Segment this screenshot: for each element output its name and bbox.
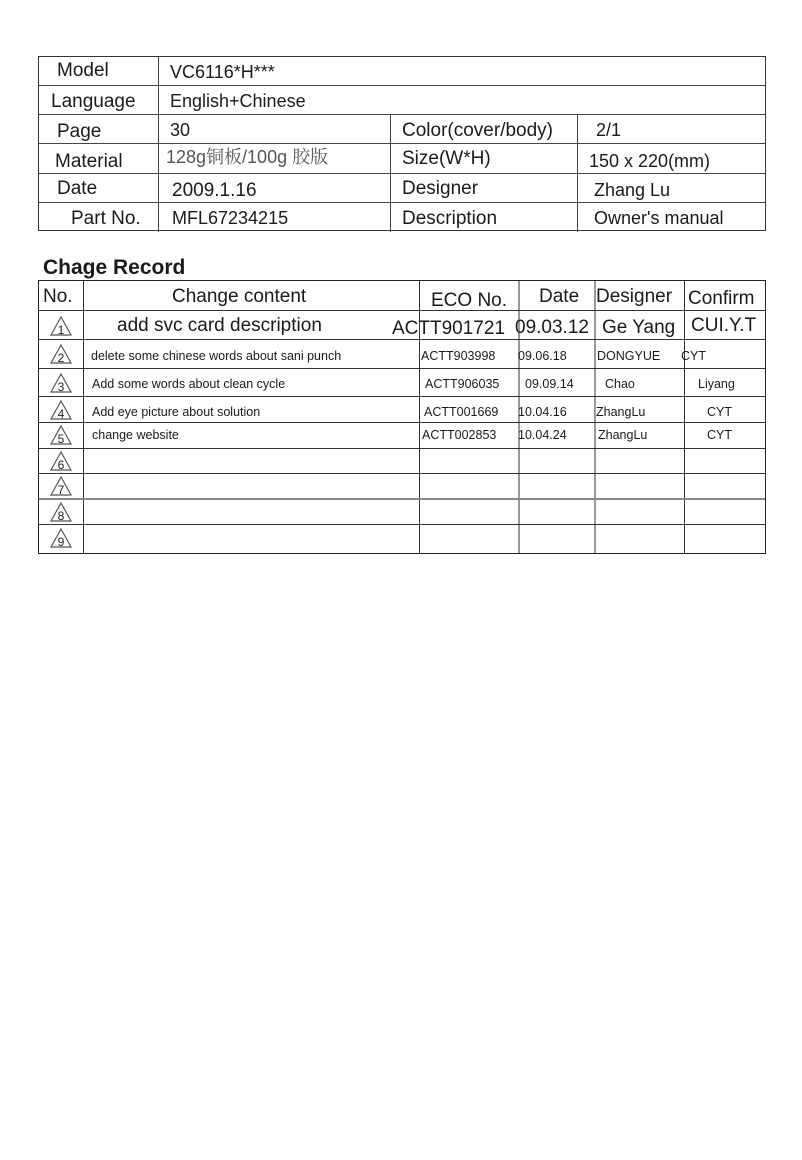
row-4-designer: ZhangLu: [596, 405, 646, 419]
page-value: 30: [170, 120, 191, 140]
row-5-eco: ACTT002853: [422, 428, 497, 442]
divider: [39, 524, 765, 525]
color-label: Color(cover/body): [402, 120, 553, 141]
divider: [158, 86, 159, 114]
designer-value: Zhang Lu: [594, 180, 671, 200]
divider: [158, 203, 159, 232]
header-confirm: Confirm: [688, 288, 755, 309]
divider: [39, 396, 765, 397]
spec-row-date: [39, 174, 765, 203]
header-change-content: Change content: [172, 286, 307, 307]
divider: [158, 174, 159, 202]
row-3-date: 09.09.14: [525, 377, 574, 391]
color-value: 2/1: [596, 120, 622, 140]
row-1-content: add svc card description: [117, 315, 322, 336]
header-eco-no: ECO No.: [431, 290, 508, 311]
divider: [39, 339, 765, 340]
divider: [577, 144, 578, 173]
row-5-content: change website: [92, 428, 179, 442]
divider: [39, 498, 765, 500]
material-value: 128g铜板/100g 胶版: [166, 147, 329, 167]
row-1-date: 09.03.12: [515, 317, 589, 338]
date-value: 2009.1.16: [172, 180, 257, 201]
change-record-table: [38, 280, 766, 554]
row-5-date: 10.04.24: [518, 428, 567, 442]
divider: [390, 203, 391, 232]
description-label: Description: [402, 208, 498, 229]
divider: [39, 448, 765, 449]
row-5-designer: ZhangLu: [598, 428, 648, 442]
revision-triangle-icon: 4: [50, 400, 72, 420]
size-label: Size(W*H): [402, 148, 491, 169]
row-3-designer: Chao: [605, 377, 635, 391]
page-label: Page: [57, 121, 102, 142]
date-label: Date: [57, 178, 98, 199]
divider: [158, 57, 159, 85]
divider: [577, 174, 578, 202]
divider: [158, 144, 159, 173]
divider: [39, 310, 765, 311]
row-1-confirm: CUI.Y.T: [691, 315, 757, 336]
size-value: 150 x 220(mm): [589, 151, 711, 171]
divider: [39, 368, 765, 369]
row-2-designer: DONGYUE: [597, 349, 661, 363]
row-4-content: Add eye picture about solution: [92, 405, 261, 419]
row-2-date: 09.06.18: [518, 349, 567, 363]
part-no-value: MFL67234215: [172, 208, 289, 228]
header-date: Date: [539, 286, 580, 307]
revision-triangle-icon: 6: [50, 451, 72, 471]
row-2-confirm: CYT: [681, 349, 706, 363]
revision-triangle-icon: 2: [50, 344, 72, 364]
row-4-confirm: CYT: [707, 405, 732, 419]
revision-triangle-icon: 3: [50, 373, 72, 393]
divider: [577, 203, 578, 232]
header-designer: Designer: [596, 286, 673, 307]
row-1-designer: Ge Yang: [602, 317, 676, 338]
header-no: No.: [43, 286, 73, 307]
divider: [390, 174, 391, 202]
model-value: VC6116*H***: [170, 62, 275, 82]
spec-row-material: [39, 144, 765, 174]
revision-triangle-icon: 8: [50, 502, 72, 522]
revision-triangle-icon: 7: [50, 476, 72, 496]
spec-row-language: [39, 86, 765, 115]
row-4-date: 10.04.16: [518, 405, 567, 419]
spec-row-part-no: [39, 203, 765, 232]
spec-row-page: [39, 115, 765, 144]
row-3-eco: ACTT906035: [425, 377, 500, 391]
divider: [39, 422, 765, 423]
divider: [577, 115, 578, 143]
revision-triangle-icon: 1: [50, 316, 72, 336]
row-3-content: Add some words about clean cycle: [92, 377, 286, 391]
divider: [158, 115, 159, 143]
revision-triangle-icon: 5: [50, 425, 72, 445]
spec-table: [38, 56, 766, 231]
row-1-eco: ACTT901721: [392, 318, 506, 339]
material-label: Material: [55, 151, 123, 172]
spec-row-model: [39, 57, 765, 86]
designer-label: Designer: [402, 178, 479, 199]
language-label: Language: [51, 91, 136, 112]
divider: [83, 281, 84, 553]
model-label: Model: [57, 60, 109, 81]
row-4-eco: ACTT001669: [424, 405, 499, 419]
divider: [684, 281, 685, 553]
part-no-label: Part No.: [71, 208, 141, 229]
row-2-eco: ACTT903998: [421, 349, 496, 363]
row-3-confirm: Liyang: [698, 377, 735, 391]
divider: [39, 473, 765, 474]
revision-triangle-icon: 9: [50, 528, 72, 548]
description-value: Owner's manual: [594, 208, 724, 228]
divider: [390, 144, 391, 173]
row-2-content: delete some chinese words about sani punch: [91, 349, 342, 363]
row-5-confirm: CYT: [707, 428, 732, 442]
change-record-title: Chage Record: [43, 256, 186, 279]
divider: [390, 115, 391, 143]
language-value: English+Chinese: [170, 91, 306, 111]
